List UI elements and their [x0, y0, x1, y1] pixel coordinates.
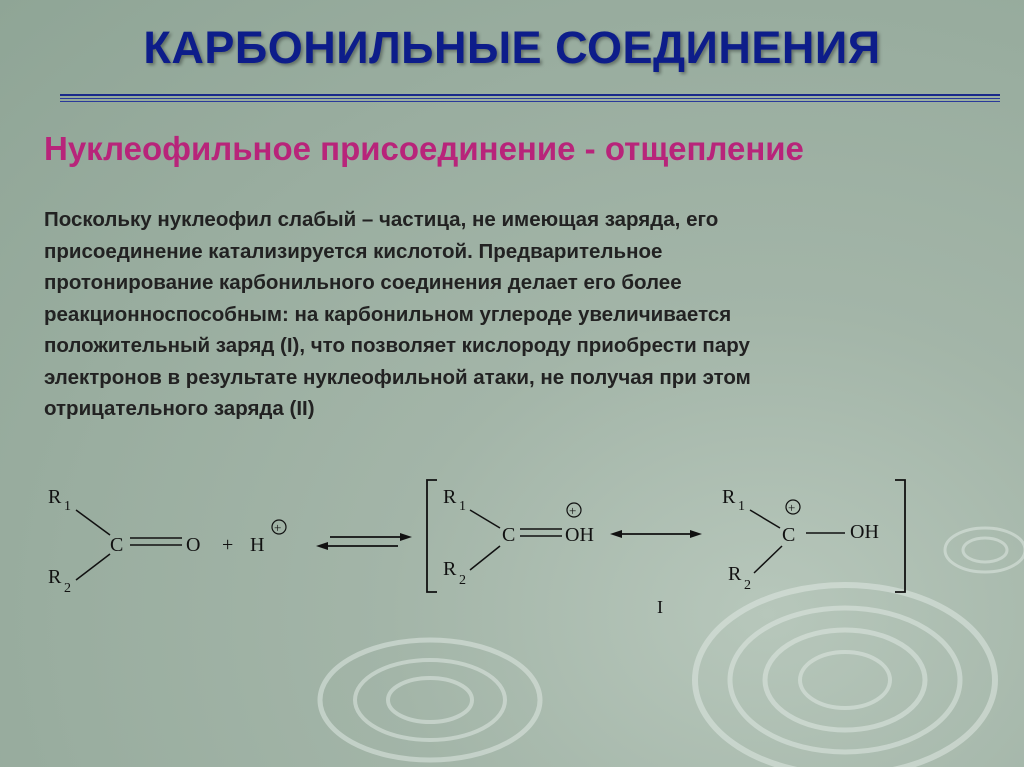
resonance-arrow-icon [610, 530, 702, 538]
r1-label: R [48, 486, 62, 508]
paragraph-line: присоединение катализируется кислотой. Предварительное [44, 239, 663, 263]
reaction-scheme [0, 460, 1024, 630]
r1-subscript: 1 [459, 499, 466, 514]
paragraph-line: протонирование карбонильного соединения делает его более [44, 271, 682, 294]
equilibrium-arrow-icon [316, 533, 412, 550]
carbon-label: C [110, 534, 124, 556]
reactant-carbonyl [48, 486, 286, 596]
r1-subscript: 1 [738, 499, 745, 514]
intermediate-label: I [657, 597, 663, 617]
plus-sign: + [222, 534, 234, 556]
oxygen-label: O [186, 534, 201, 556]
r2-label: R [48, 566, 62, 588]
slide-subtitle: Нуклеофильное присоединение - отщепление [44, 130, 804, 167]
paragraph-line: отрицательного заряда (II) [44, 397, 315, 420]
resonance-structure-carbocation [722, 486, 879, 593]
r2-label: R [443, 558, 457, 580]
charge-sign: + [569, 503, 577, 518]
paragraph-line: электронов в результате нуклеофильной атаки, не получая при этом [44, 365, 751, 389]
paragraph-line: положительный заряд (I), что позволяет кислороду приобрести пару [44, 334, 750, 357]
paragraph-line: реакционноспособным: на карбонильном углероде увеличивается [44, 302, 732, 326]
r1-label: R [722, 486, 736, 508]
hydroxyl-label: OH [565, 524, 594, 546]
r2-subscript: 2 [64, 581, 71, 596]
r1-subscript: 1 [64, 499, 71, 514]
left-bracket [427, 480, 437, 592]
right-bracket [895, 480, 905, 592]
r1-label: R [443, 486, 457, 508]
carbon-label: C [502, 524, 516, 546]
charge-sign: + [274, 520, 282, 535]
hydroxyl-label: OH [850, 521, 879, 543]
r2-label: R [728, 563, 742, 585]
slide-title: КАРБОНИЛЬНЫЕ СОЕДИНЕНИЯ [143, 22, 881, 73]
charge-sign: + [788, 500, 796, 515]
r2-subscript: 2 [459, 573, 466, 588]
paragraph-line: Поскольку нуклеофил слабый – частица, не имеющая заряда, его [44, 208, 719, 231]
explanation-paragraph [44, 204, 944, 425]
resonance-structure-oxonium [443, 486, 594, 588]
carbon-label: C [782, 524, 796, 546]
r2-subscript: 2 [744, 578, 751, 593]
proton-label: H [250, 534, 265, 556]
title-underline [60, 94, 1000, 106]
